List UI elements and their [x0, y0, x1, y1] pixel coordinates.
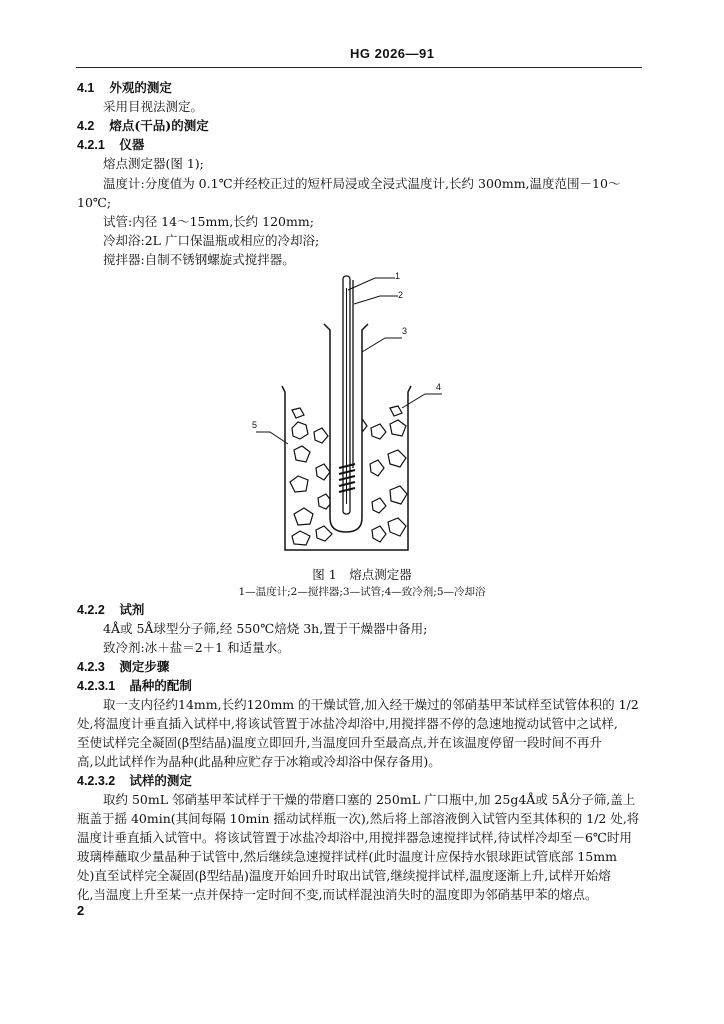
figure-label-1: 1: [395, 271, 401, 281]
figure-label-5: 5: [252, 420, 258, 430]
section-4-2-2: 4.2.2 试剂: [77, 602, 145, 617]
melting-point-apparatus-figure: [230, 268, 470, 558]
paragraph-line: 熔点测定器(图 1);: [103, 156, 204, 171]
paragraph-line: 4Å或 5Å球型分子筛,经 550℃焙烧 3h,置于干燥器中备用;: [103, 621, 428, 636]
paragraph-line: 化,当温度上升至某一点并保持一定时间不变,而试样混浊消失时的温度即为邻硝基甲苯的熔点。: [77, 887, 598, 902]
paragraph-line: 温度计:分度值为 0.1℃并经校正过的短杆局浸或全浸式温度计,长约 300mm,温度范围－10～: [103, 176, 621, 191]
page-number: 2: [77, 903, 85, 918]
paragraph-line: 高,以此试样作为晶种(此晶种应贮存于冰箱或冷却浴中保存备用)。: [77, 754, 441, 769]
leader-1: [348, 278, 395, 290]
paragraph-line: 至使试样完全凝固(β型结晶)温度立即回升,当温度回升至最高点,并在该温度停留一段时间不再升: [77, 735, 602, 750]
figure-label-4: 4: [436, 382, 442, 392]
section-4-2: 4.2 熔点(干品)的测定: [77, 118, 209, 133]
paragraph-line: 处,将温度计垂直插入试样中,将该试管置于冰盐冷却浴中,用搅拌器不停的急速地搅动试管中之试样,: [77, 716, 618, 731]
section-4-2-3-2: 4.2.3.2 试样的测定: [77, 773, 192, 788]
leader-5: [256, 432, 288, 444]
figure-legend: 1—温度计;2—搅拌器;3—试管;4—致冷剂;5—冷却浴: [238, 586, 486, 598]
section-4-2-3-1: 4.2.3.1 晶种的配制: [77, 678, 192, 693]
leader-3: [362, 338, 402, 352]
paragraph-line: 10℃;: [77, 195, 112, 210]
paragraph-line: 温度计垂直插入试管中。将该试管置于冰盐冷却浴中,用搅拌器急速搅拌试样,待试样冷却至－6℃时用: [77, 830, 632, 845]
figure-label-3: 3: [402, 326, 408, 336]
paragraph-line: 冷却浴:2L 广口保温瓶或相应的冷却浴;: [103, 233, 320, 248]
paragraph-line: 瓶盖于摇 40min(其间每隔 10min 摇动试样瓶一次),然后将上部溶液倒入试管内至其体积的 1/2 处,将: [77, 811, 640, 826]
section-4-2-1: 4.2.1 仪器: [77, 137, 145, 152]
section-4-1: 4.1 外观的测定: [77, 80, 172, 95]
standard-code-header: HG 2026—91: [350, 46, 435, 61]
paragraph-line: 致冷剂:冰＋盐＝2＋1 和适量水。: [103, 640, 290, 655]
paragraph-line: 玻璃棒蘸取少量晶种于试管中,然后继续急速搅拌试样(此时温度计应保持水银球距试管底部 15mm: [77, 849, 617, 864]
paragraph-line: 取约 50mL 邻硝基甲苯试样于干燥的带磨口塞的 250mL 广口瓶中,加 25g4Å或 5Å分子筛,盖上: [103, 792, 636, 807]
paragraph-line: 处)直至试样完全凝固(β型结晶)温度开始回升时取出试管,继续搅拌试样,温度逐渐上升,试样开始熔: [77, 868, 611, 883]
section-4-2-3: 4.2.3 测定步骤: [77, 659, 170, 674]
figure-caption: 图 1 熔点测定器: [312, 567, 412, 582]
paragraph-line: 采用目视法测定。: [103, 99, 204, 114]
header-rule: [76, 67, 642, 68]
paragraph-line: 取一支内径约14mm,长约120mm 的干燥试管,加入经干燥过的邻硝基甲苯试样至试管体积的 1/2: [103, 697, 639, 712]
paragraph-line: 试管:内径 14～15mm,长约 120mm;: [103, 214, 314, 229]
figure-label-2: 2: [398, 290, 404, 300]
paragraph-line: 搅拌器:自制不锈钢螺旋式搅拌器。: [103, 252, 295, 267]
leader-2: [354, 296, 398, 304]
